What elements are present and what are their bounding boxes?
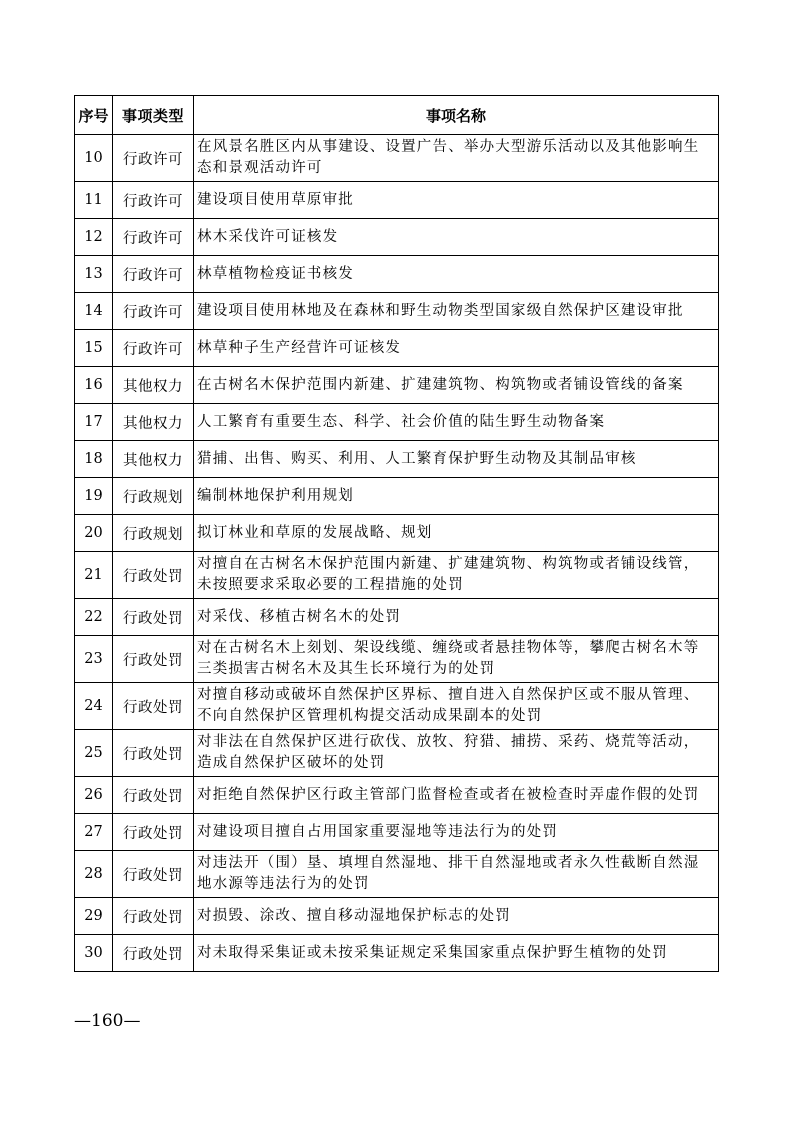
page-number: —160—: [74, 1011, 141, 1031]
row-number: 12: [75, 219, 113, 256]
row-type: 行政许可: [113, 182, 194, 219]
row-type: 其他权力: [113, 404, 194, 441]
table-row: [75, 730, 719, 777]
row-type: 行政许可: [113, 219, 194, 256]
row-name: 对非法在自然保护区进行砍伐、放牧、狩猎、捕捞、采药、烧荒等活动，造成自然保护区破坏的处罚: [194, 730, 719, 777]
row-name: 林木采伐许可证核发: [194, 219, 719, 256]
row-number: 22: [75, 599, 113, 636]
table-row: [75, 478, 719, 515]
row-number: 16: [75, 367, 113, 404]
table-row: [75, 898, 719, 935]
table-row: [75, 256, 719, 293]
row-number: 30: [75, 935, 113, 972]
table-row: [75, 599, 719, 636]
table-row: [75, 219, 719, 256]
row-type: 行政处罚: [113, 683, 194, 730]
row-number: 28: [75, 851, 113, 898]
row-type: 行政处罚: [113, 898, 194, 935]
row-name: 对擅自在古树名木保护范围内新建、扩建建筑物、构筑物或者铺设线管，未按照要求采取必要的工程措施的处罚: [194, 552, 719, 599]
row-type: 行政处罚: [113, 777, 194, 814]
row-type: 行政处罚: [113, 599, 194, 636]
row-number: 15: [75, 330, 113, 367]
row-type: 行政许可: [113, 293, 194, 330]
row-number: 19: [75, 478, 113, 515]
row-name: 在古树名木保护范围内新建、扩建建筑物、构筑物或者铺设管线的备案: [194, 367, 719, 404]
row-name: 对损毁、涂改、擅自移动湿地保护标志的处罚: [194, 898, 719, 935]
row-name: 对擅自移动或破坏自然保护区界标、擅自进入自然保护区或不服从管理、不向自然保护区管理机构提交活动成果副本的处罚: [194, 683, 719, 730]
header-number: 序号: [75, 96, 113, 135]
row-type: 行政规划: [113, 515, 194, 552]
row-number: 25: [75, 730, 113, 777]
table-row: [75, 182, 719, 219]
table-row: [75, 851, 719, 898]
row-number: 26: [75, 777, 113, 814]
row-type: 行政许可: [113, 256, 194, 293]
table-row: [75, 515, 719, 552]
row-number: 29: [75, 898, 113, 935]
row-number: 18: [75, 441, 113, 478]
row-name: 对拒绝自然保护区行政主管部门监督检查或者在被检查时弄虚作假的处罚: [194, 777, 719, 814]
row-type: 行政处罚: [113, 814, 194, 851]
row-type: 行政处罚: [113, 636, 194, 683]
row-name: 对采伐、移植古树名木的处罚: [194, 599, 719, 636]
row-number: 17: [75, 404, 113, 441]
items-table: [74, 95, 719, 972]
row-number: 27: [75, 814, 113, 851]
row-name: 建设项目使用草原审批: [194, 182, 719, 219]
row-number: 14: [75, 293, 113, 330]
row-name: 林草种子生产经营许可证核发: [194, 330, 719, 367]
table-row: [75, 814, 719, 851]
row-name: 对建设项目擅自占用国家重要湿地等违法行为的处罚: [194, 814, 719, 851]
row-number: 24: [75, 683, 113, 730]
row-number: 11: [75, 182, 113, 219]
table-row: [75, 293, 719, 330]
row-type: 其他权力: [113, 441, 194, 478]
row-number: 13: [75, 256, 113, 293]
table-row: [75, 636, 719, 683]
row-name: 拟订林业和草原的发展战略、规划: [194, 515, 719, 552]
row-type: 行政处罚: [113, 730, 194, 777]
table-row: [75, 330, 719, 367]
table-row: [75, 935, 719, 972]
header-type: 事项类型: [113, 96, 194, 135]
table-row: [75, 441, 719, 478]
row-name: 编制林地保护利用规划: [194, 478, 719, 515]
row-name: 对违法开（围）垦、填埋自然湿地、排干自然湿地或者永久性截断自然湿地水源等违法行为的处罚: [194, 851, 719, 898]
row-number: 23: [75, 636, 113, 683]
row-type: 行政处罚: [113, 552, 194, 599]
row-type: 行政许可: [113, 330, 194, 367]
table-row: [75, 683, 719, 730]
header-name: 事项名称: [194, 96, 719, 135]
row-type: 行政规划: [113, 478, 194, 515]
row-type: 其他权力: [113, 367, 194, 404]
row-name: 林草植物检疫证书核发: [194, 256, 719, 293]
table-row: [75, 404, 719, 441]
table-row: [75, 135, 719, 182]
table-body: [75, 135, 719, 972]
row-number: 21: [75, 552, 113, 599]
row-name: 对未取得采集证或未按采集证规定采集国家重点保护野生植物的处罚: [194, 935, 719, 972]
row-name: 对在古树名木上刻划、架设线缆、缠绕或者悬挂物体等，攀爬古树名木等三类损害古树名木及其生长环境行为的处罚: [194, 636, 719, 683]
table-row: [75, 552, 719, 599]
table-row: [75, 777, 719, 814]
row-name: 人工繁育有重要生态、科学、社会价值的陆生野生动物备案: [194, 404, 719, 441]
row-name: 猎捕、出售、购买、利用、人工繁育保护野生动物及其制品审核: [194, 441, 719, 478]
row-number: 20: [75, 515, 113, 552]
row-name: 建设项目使用林地及在森林和野生动物类型国家级自然保护区建设审批: [194, 293, 719, 330]
table-header-row: [75, 96, 719, 135]
row-type: 行政处罚: [113, 935, 194, 972]
row-type: 行政许可: [113, 135, 194, 182]
table-row: [75, 367, 719, 404]
row-number: 10: [75, 135, 113, 182]
row-name: 在风景名胜区内从事建设、设置广告、举办大型游乐活动以及其他影响生态和景观活动许可: [194, 135, 719, 182]
row-type: 行政处罚: [113, 851, 194, 898]
